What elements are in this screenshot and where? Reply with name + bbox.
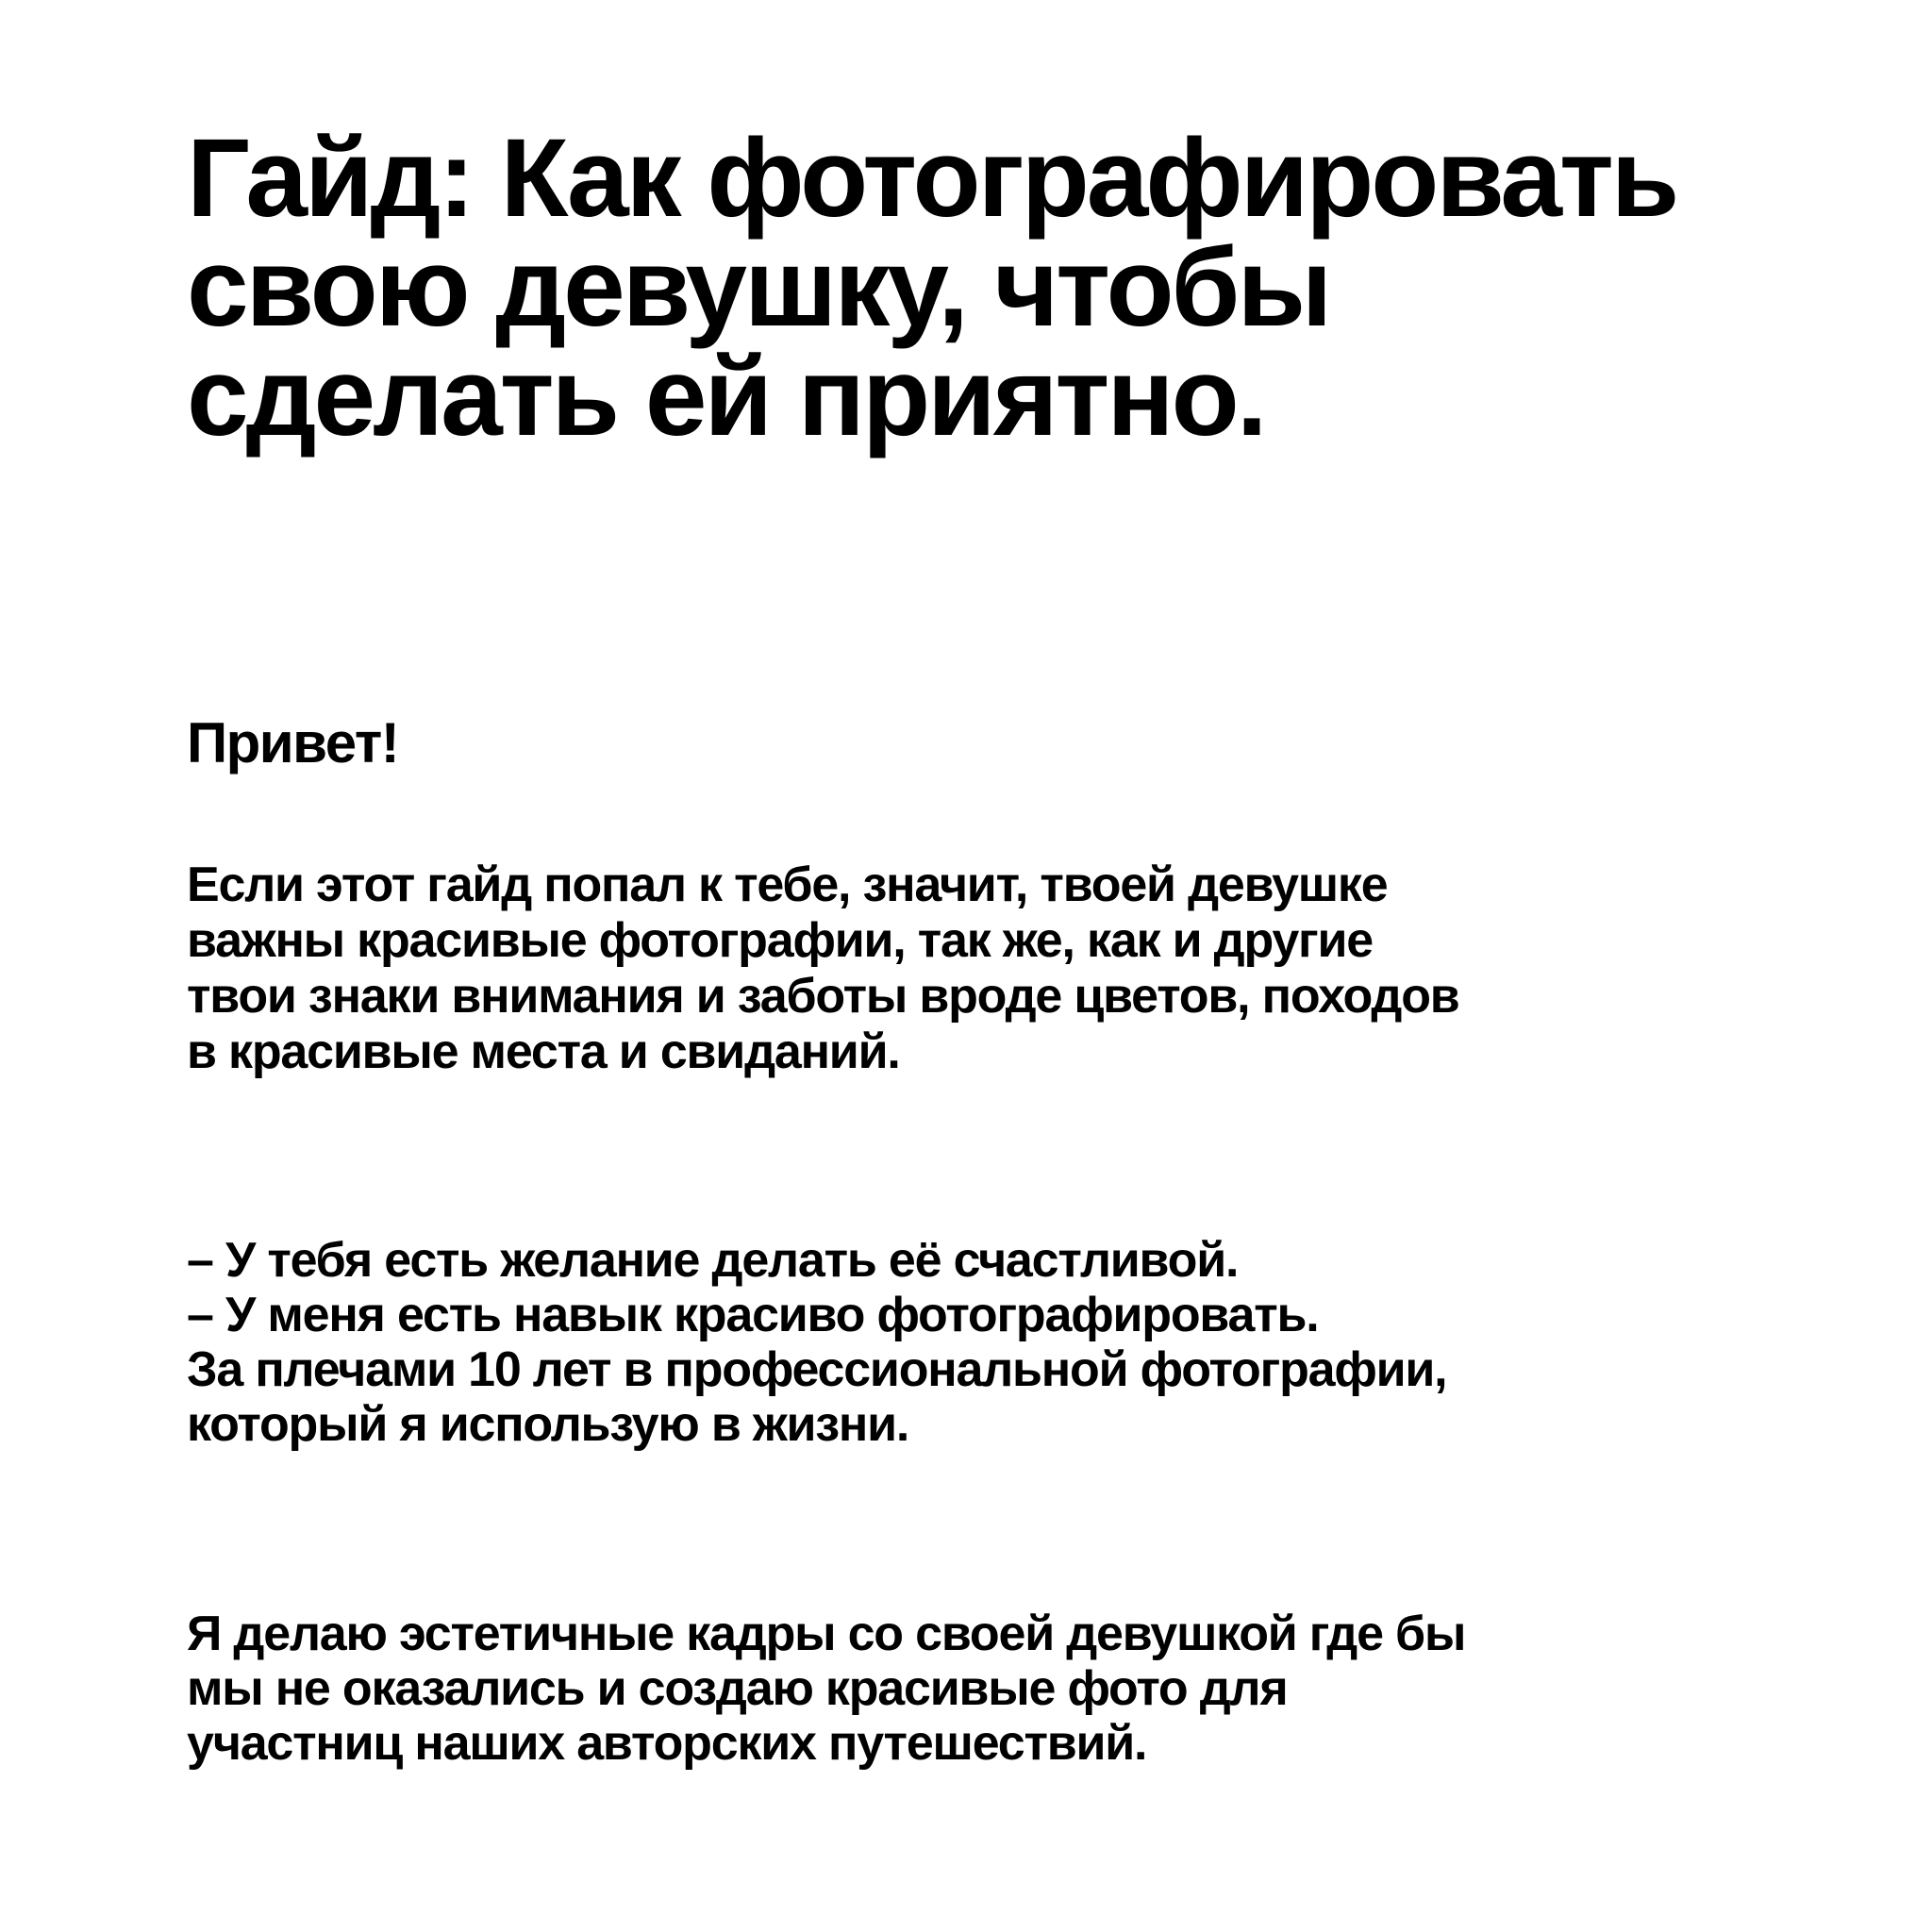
page-title [187, 116, 1809, 459]
paragraph-line: мы не оказались и создаю красивые фото для [187, 1661, 1288, 1716]
intro-paragraph [187, 857, 1459, 1079]
paragraph-line: – У меня есть навык красиво фотографировать. [187, 1288, 1319, 1342]
paragraph-line: который я использую в жизни. [187, 1397, 909, 1452]
paragraph-line: Я делаю эстетичные кадры со своей девушкой где бы [187, 1607, 1466, 1661]
greeting-heading: Привет! [187, 711, 399, 774]
title-line: Гайд: Как фотографировать [187, 116, 1677, 241]
paragraph-line: Если этот гайд попал к тебе, значит, твоей девушке [187, 858, 1388, 912]
paragraph-line: важны красивые фотографии, так же, как и другие [187, 913, 1374, 968]
paragraph-line: – У тебя есть желание делать её счастливой. [187, 1233, 1239, 1288]
document-page [187, 116, 1809, 1771]
title-line: сделать ей приятно. [187, 335, 1265, 459]
paragraph-line: За плечами 10 лет в профессиональной фотографии, [187, 1342, 1447, 1397]
paragraph-line: в красивые места и свиданий. [187, 1024, 900, 1079]
about-paragraph [187, 1606, 1465, 1770]
title-line: свою девушку, чтобы [187, 225, 1330, 350]
dialogue-paragraph [187, 1232, 1446, 1451]
paragraph-line: участниц наших авторских путешествий. [187, 1716, 1147, 1771]
paragraph-line: твои знаки внимания и заботы вроде цветов, походов [187, 969, 1459, 1024]
